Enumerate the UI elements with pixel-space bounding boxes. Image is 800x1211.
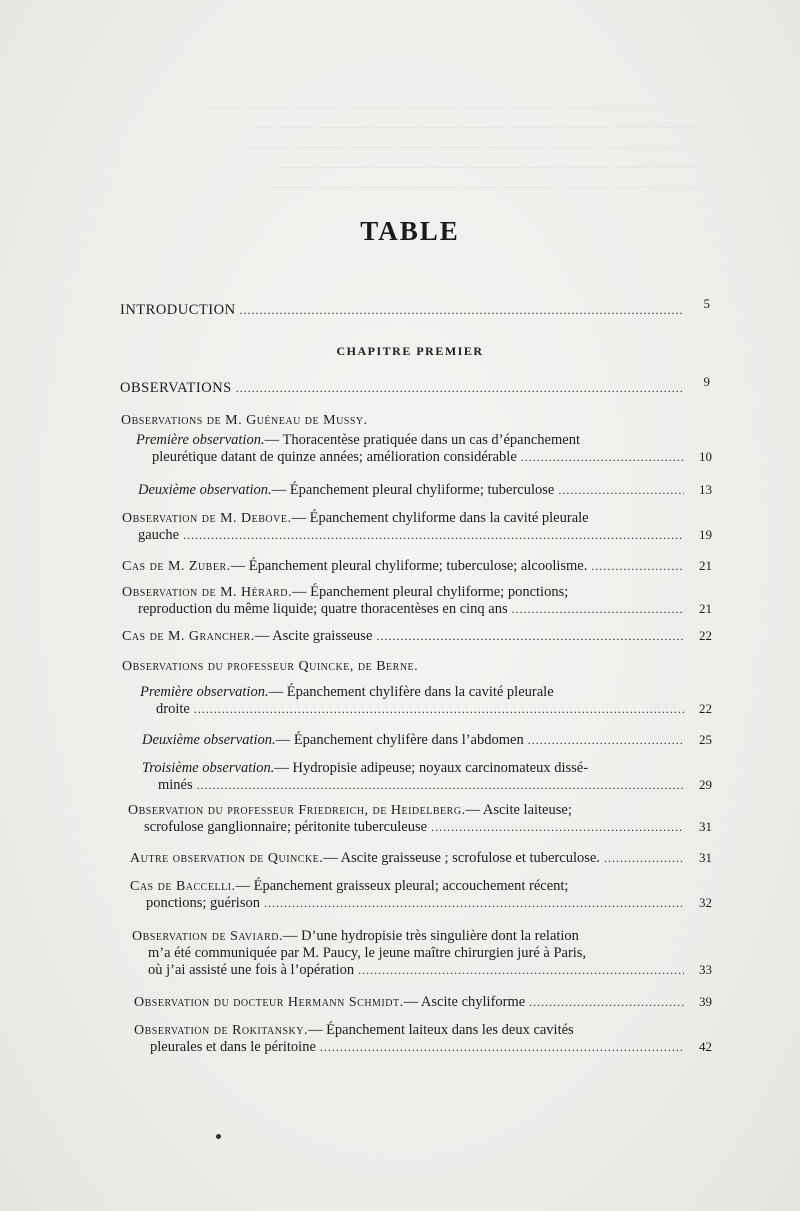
leader-dots [591,559,684,574]
leader-dots [194,702,684,717]
leader-dots [512,602,684,617]
leader-dots [264,896,684,911]
toc-entry: Deuxième observation. — Épanchement chylifère dans l’abdomen ..... 25 [142,732,712,749]
bleed-through-text: ———— ——— ———— ———— ———— ———— ————— ———— ———— ——— ———— ——— ———— ———— ———— ——— ———— ———— ——— —— ————— ——— ———— ————— ———— ——— ———— ———— ———— ———— ——— ———— ——— ———— ——— ————— ———— ——— ——— ———— ———— ————— ——— ———— ———— ——— ———— [205,99,700,193]
toc-observations [120,374,710,397]
toc-entry: Troisième observation. — Hydropisie adipeuse; noyaux carcinomateux dissé- minés ..... 29 [142,760,712,794]
toc-page: 5 [703,296,710,311]
toc-entry: Cas de M. Zuber. — Épanchement pleural chyliforme; tuberculose; alcoolisme. ..... 21 [122,558,712,575]
leader-dots [236,381,682,396]
toc-entry: Observation du professeur Friedreich, de Heidelberg. — Ascite laiteuse; scrofulose ganglionnaire; péritonite tuberculeuse ..... 31 [128,802,712,836]
toc-entry: Observation de M. Hérard. — Épanchement pleural chyliforme; ponctions; reproduction du même liquide; quatre thoracentèses en cinq ans ..... 21 [122,584,712,618]
toc-entry: Autre observation de Quincke. — Ascite graisseuse ; scrofulose et tuberculose. ..... 31 [130,850,712,867]
leader-dots [240,303,682,318]
leader-dots [376,629,684,644]
leader-dots [528,733,684,748]
toc-entry: Observation de Saviard. — D’une hydropisie très singulière dont la relation m’a été communiquée par M. Paucy, le jeune maître chirurgien juré à Paris, où j’ai assisté une fois à l’opération ..... 33 [132,928,712,979]
toc-entry: Cas de M. Grancher. — Ascite graisseuse ..... 22 [122,628,712,645]
leader-dots [183,528,684,543]
leader-dots [431,820,684,835]
ink-spot [216,1134,221,1139]
toc-section-heading: Observations de M. Guéneau de Mussy. [121,413,368,428]
leader-dots [197,778,684,793]
leader-dots [604,851,684,866]
leader-dots [521,450,684,465]
page-title: TABLE [360,216,460,246]
leader-dots [558,483,684,498]
toc-label: INTRODUCTION [120,302,236,318]
toc-entry: Cas de Baccelli. — Épanchement graisseux pleural; accouchement récent; ponctions; guérison ..... 32 [130,878,712,912]
toc-label: OBSERVATIONS [120,380,232,396]
toc-introduction [120,296,710,319]
toc-page: 9 [703,374,710,389]
toc-entry: Observation de Rokitansky. — Épanchement laiteux dans les deux cavités pleurales et dans le péritoine ..... 42 [134,1022,712,1056]
leader-dots [358,963,684,978]
toc-entry: Deuxième observation. — Épanchement pleural chyliforme; tuberculose ..... 13 [138,482,712,499]
toc-entry: Première observation. — Épanchement chylifère dans la cavité pleurale droite ..... 22 [140,684,712,718]
leader-dots [529,995,684,1010]
chapter-heading: CHAPITRE PREMIER [336,344,484,358]
toc-entry: Observation de M. Debove. — Épanchement chyliforme dans la cavité pleurale gauche ..... 19 [122,510,712,544]
toc-entry: Première observation. — Thoracentèse pratiquée dans un cas d’épanchement pleurétique datant de quinze années; amélioration considérable ..... 10 [136,432,712,466]
toc-section-heading: Observations du professeur Quincke, de Berne. [122,659,419,674]
leader-dots [320,1040,684,1055]
toc-entry: Observation du docteur Hermann Schmidt. — Ascite chyliforme ..... 39 [134,994,712,1011]
